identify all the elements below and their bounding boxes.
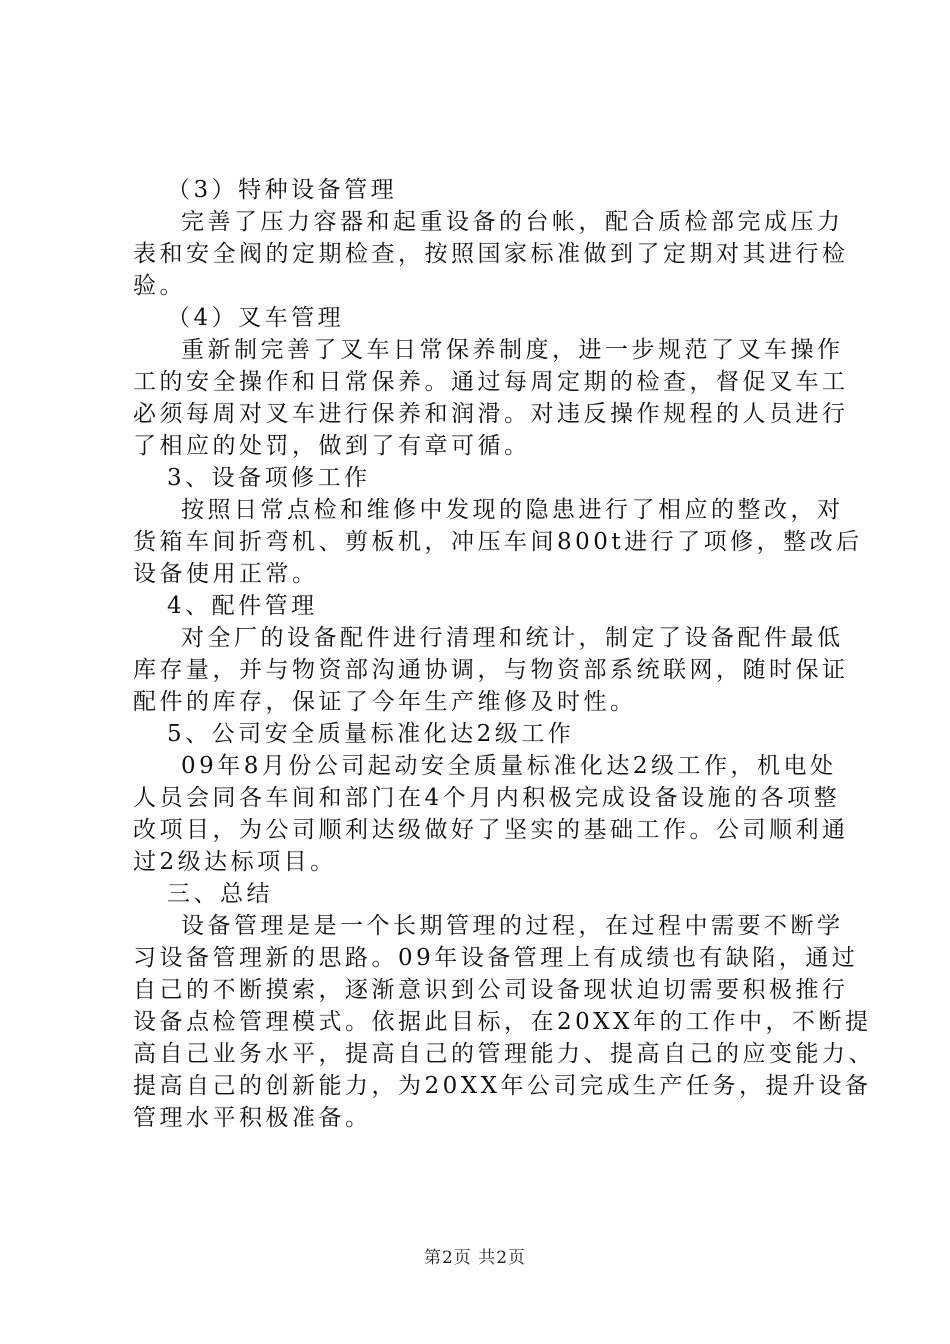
document-body — [133, 174, 875, 1134]
paragraph-line: 人员会同各车间和部门在4个月内积极完成设备设施的各项整 — [133, 785, 841, 811]
paragraph-line: 习设备管理新的思路。09年设备管理上有成绩也有缺陷，通过 — [133, 945, 859, 971]
paragraph-line: 配件的库存，保证了今年生产维修及时性。 — [133, 689, 637, 715]
section-heading: （4）叉车管理 — [167, 305, 345, 331]
paragraph-line: 了相应的处罚，做到了有章可循。 — [133, 433, 531, 459]
paragraph-line: 必须每周对叉车进行保养和润滑。对违反操作规程的人员进行 — [133, 401, 849, 427]
paragraph-line: 重新制完善了叉车日常保养制度，进一步规范了叉车操作 — [181, 337, 844, 363]
paragraph-line: 按照日常点检和维修中发现的隐患进行了相应的整改，对 — [181, 497, 844, 523]
paragraph-line: 设备管理是是一个长期管理的过程，在过程中需要不断学 — [181, 913, 844, 939]
paragraph-line: 工的安全操作和日常保养。通过每周定期的检查，督促叉车工 — [133, 369, 849, 395]
paragraph-line: 管理水平积极准备。 — [133, 1105, 372, 1131]
paragraph-line: 改项目，为公司顺利达级做好了坚实的基础工作。公司顺利通 — [133, 817, 849, 843]
page-number-footer: 第2页 共2页 — [423, 1248, 527, 1268]
paragraph-line: 验。 — [133, 273, 186, 299]
paragraph-line: 高自己业务水平，提高自己的管理能力、提高自己的应变能力、 — [133, 1041, 875, 1067]
section-heading: 5、公司安全质量标准化达2级工作 — [167, 721, 575, 747]
paragraph-line: 提高自己的创新能力，为20XX年公司完成生产任务，提升设备 — [133, 1073, 872, 1099]
paragraph-line: 完善了压力容器和起重设备的台帐，配合质检部完成压力 — [181, 209, 844, 235]
section-heading: 三、总结 — [167, 881, 273, 907]
paragraph-line: 表和安全阀的定期检查，按照国家标准做到了定期对其进行检 — [133, 241, 849, 267]
section-heading: 3、设备项修工作 — [167, 465, 371, 491]
section-heading: （3）特种设备管理 — [167, 177, 398, 203]
paragraph-line: 货箱车间折弯机、剪板机，冲压车间800t进行了项修，整改后 — [133, 529, 863, 555]
paragraph-line: 09年8月份公司起动安全质量标准化达2级工作，机电处 — [181, 753, 837, 779]
paragraph-line: 过2级达标项目。 — [133, 849, 337, 875]
paragraph-line: 自己的不断摸索，逐渐意识到公司设备现状迫切需要积极推行 — [133, 977, 849, 1003]
paragraph-line: 对全厂的设备配件进行清理和统计，制定了设备配件最低 — [181, 625, 844, 651]
paragraph-line: 库存量，并与物资部沟通协调，与物资部系统联网，随时保证 — [133, 657, 849, 683]
paragraph-line: 设备点检管理模式。依据此目标，在20XX年的工作中，不断提 — [133, 1009, 872, 1035]
section-heading: 4、配件管理 — [167, 593, 318, 619]
paragraph-line: 设备使用正常。 — [133, 561, 319, 587]
